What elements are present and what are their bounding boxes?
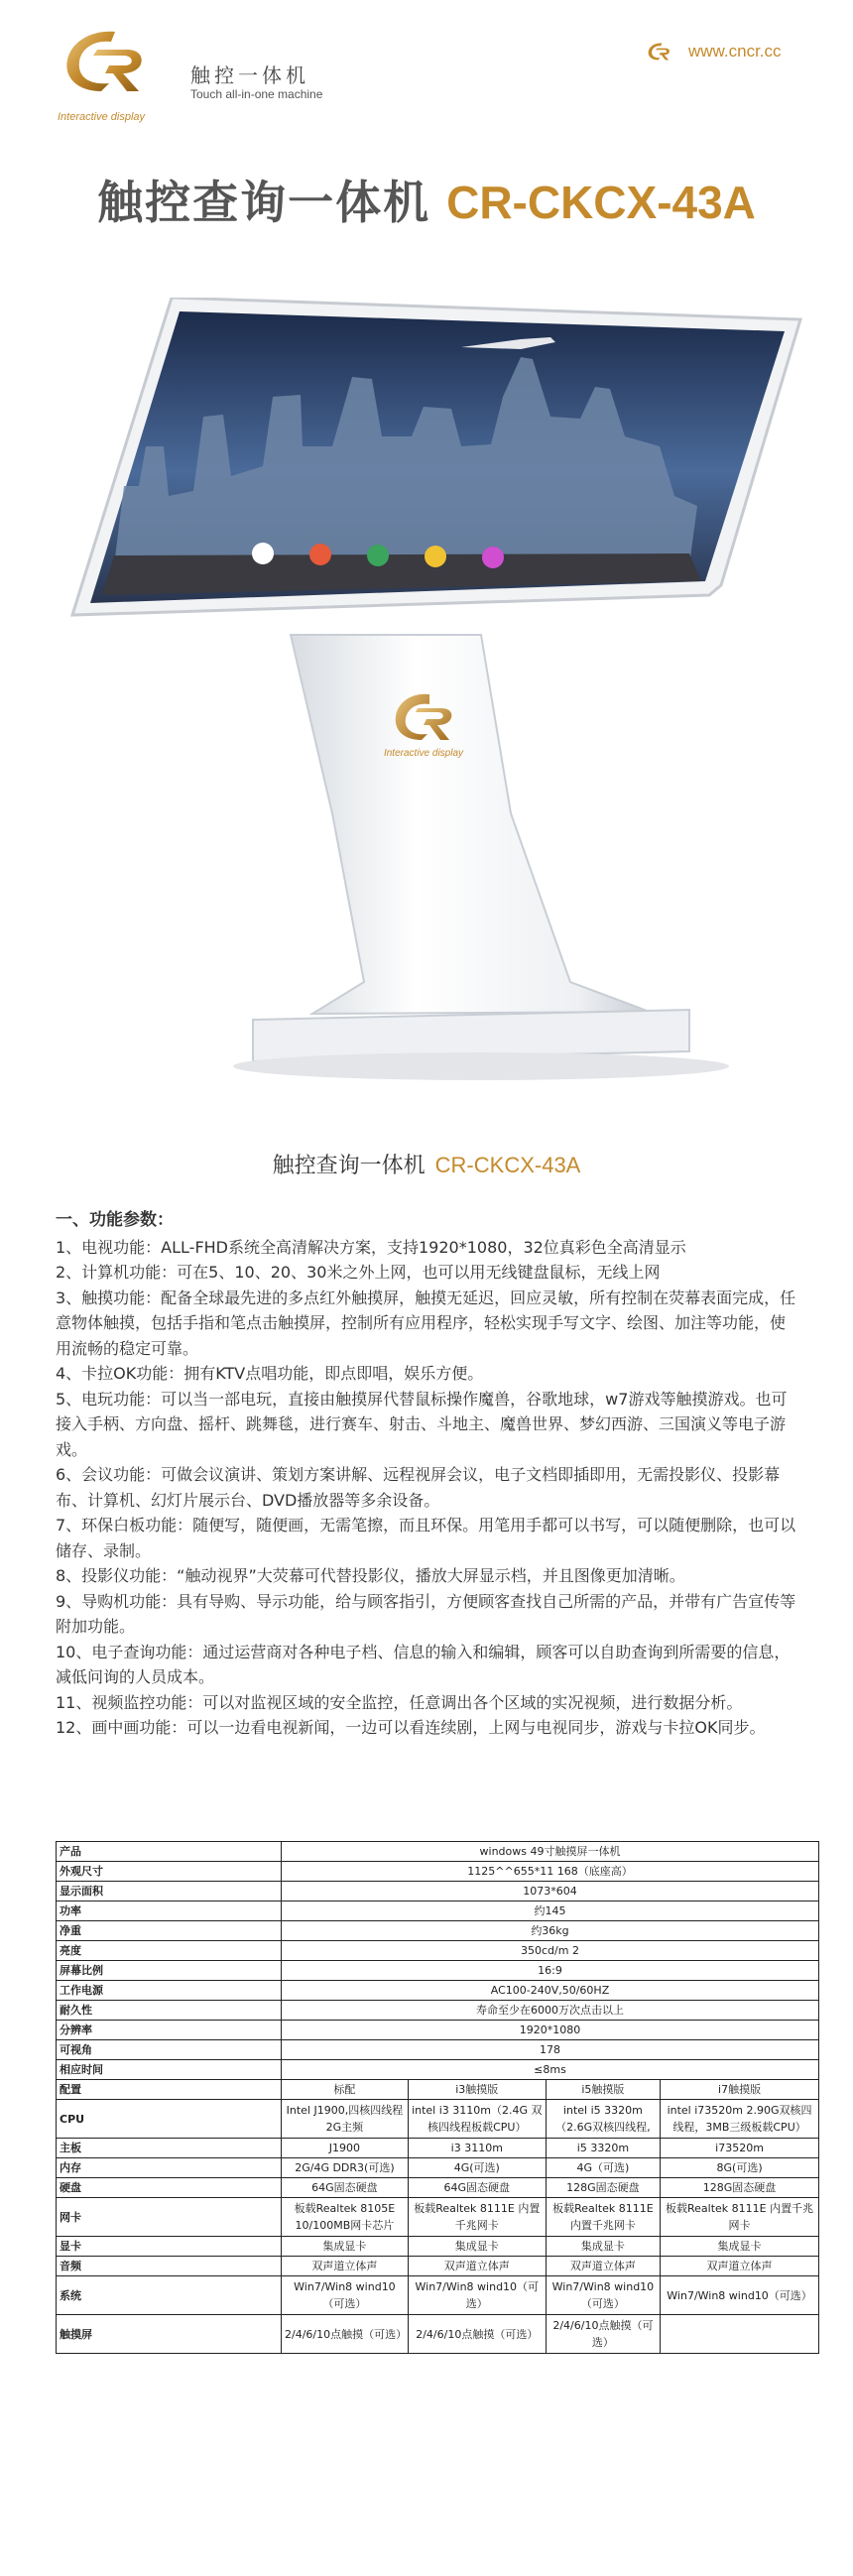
spec-cell: 128G固态硬盘: [661, 2178, 819, 2198]
feature-item: 2、计算机功能：可在5、10、20、30米之外上网，也可以用无线键盘鼠标，无线上网: [56, 1263, 661, 1282]
spec-cell: 2/4/6/10点触摸（可选）: [282, 2315, 409, 2354]
spec-key: 屏幕比例: [57, 1961, 282, 1981]
table-row: [57, 2021, 819, 2040]
spec-value: AC100-240V,50/60HZ: [282, 1981, 819, 2001]
table-row: [57, 1901, 819, 1921]
table-row: [57, 2315, 819, 2354]
spec-key: 显卡: [57, 2237, 282, 2257]
spec-value: 约145: [282, 1901, 819, 1921]
feature-item: 4、卡拉OK功能：拥有KTV点唱功能，即点即唱，娱乐方便。: [56, 1364, 484, 1383]
features-section: [56, 1208, 799, 1741]
caption-model: CR-CKCX-43A: [434, 1153, 581, 1177]
product-caption: [0, 1149, 853, 1179]
spec-key: 显示面积: [57, 1882, 282, 1901]
spec-cell: Win7/Win8 wind10（可选）: [282, 2276, 409, 2315]
spec-key: 净重: [57, 1921, 282, 1941]
table-row: [57, 2198, 819, 2237]
cr-logo-icon: [58, 26, 149, 97]
spec-value: 350cd/m 2: [282, 1941, 819, 1961]
kiosk-product-image: [55, 298, 808, 1111]
spec-value: ≤8ms: [282, 2060, 819, 2080]
feature-item: 9、导购机功能：具有导购、导示功能，给与顾客指引，方便顾客查找自己所需的产品，并带有广告宣传等附加功能。: [56, 1591, 796, 1636]
spec-cell: 双声道立体声: [546, 2257, 660, 2276]
table-row: [57, 2178, 819, 2198]
spec-value: 约36kg: [282, 1921, 819, 1941]
feature-item: 8、投影仪功能：“触动视界”大荧幕可代替投影仪，播放大屏显示档，并且图像更加清晰。: [56, 1566, 685, 1585]
brand-name: 触控一体机: [190, 63, 309, 87]
spec-key: CPU: [57, 2100, 282, 2139]
spec-value: windows 49寸触摸屏一体机: [282, 1842, 819, 1862]
feature-item: 6、会议功能：可做会议演讲、策划方案讲解、远程视屏会议，电子文档即插即用，无需投影仪、投影幕布、计算机、幻灯片展示台、DVD播放器等多余设备。: [56, 1465, 781, 1510]
table-row: [57, 1961, 819, 1981]
spec-table: [56, 1841, 819, 2354]
spec-key: 分辨率: [57, 2021, 282, 2040]
spec-cell: i73520m: [661, 2139, 819, 2158]
spec-cell: 64G固态硬盘: [408, 2178, 546, 2198]
spec-key: 耐久性: [57, 2001, 282, 2021]
spec-cell: 双声道立体声: [282, 2257, 409, 2276]
spec-key: 外观尺寸: [57, 1862, 282, 1882]
spec-value: 1920*1080: [282, 2021, 819, 2040]
website-link[interactable]: www.cncr.cc: [688, 42, 782, 61]
table-row: [57, 2158, 819, 2178]
table-row: [57, 1941, 819, 1961]
spec-cell: 64G固态硬盘: [282, 2178, 409, 2198]
spec-cell: Intel J1900,四核四线程 2G主频: [282, 2100, 409, 2139]
table-row: [57, 2100, 819, 2139]
page-header: [0, 0, 853, 149]
table-row: [57, 2001, 819, 2021]
small-logo-icon: [646, 40, 671, 63]
spec-cell: 集成显卡: [661, 2237, 819, 2257]
spec-key: 亮度: [57, 1941, 282, 1961]
spec-value: 1073*604: [282, 1882, 819, 1901]
feature-item: 11、视频监控功能：可以对监视区域的安全监控，任意调出各个区域的实况视频，进行数据分析。: [56, 1692, 743, 1712]
spec-key: 内存: [57, 2158, 282, 2178]
feature-item: 1、电视功能：ALL-FHD系统全高清解决方案，支持1920*1080，32位真彩色全高清显示: [56, 1237, 686, 1257]
feature-item: 7、环保白板功能：随便写，随便画，无需笔擦，而且环保。用笔用手都可以书写，可以随便删除，也可以储存、录制。: [56, 1516, 796, 1560]
title-cn: 触控查询一体机: [97, 176, 431, 229]
feature-item: 3、触摸功能：配备全球最先进的多点红外触摸屏，触摸无延迟，回应灵敏，所有控制在荧幕表面完成，任意物体触摸，包括手指和笔点击触摸屏，控制所有应用程序，轻松实现手写文字、绘图、加注等功能，使用流畅的稳定可靠。: [56, 1288, 796, 1358]
table-row: [57, 2139, 819, 2158]
spec-key: 网卡: [57, 2198, 282, 2237]
spec-cell: Win7/Win8 wind10（可选）: [661, 2276, 819, 2315]
spec-cell: Win7/Win8 wind10（可选）: [546, 2276, 660, 2315]
spec-cell: [661, 2315, 819, 2354]
table-header-row: [57, 2080, 819, 2100]
spec-cell: 2/4/6/10点触摸（可选）: [408, 2315, 546, 2354]
column-header: i5触摸版: [546, 2080, 660, 2100]
spec-cell: intel i73520m 2.90G双核四线程，3MB三级板载CPU）: [661, 2100, 819, 2139]
spec-cell: 8G(可选): [661, 2158, 819, 2178]
spec-key: 触摸屏: [57, 2315, 282, 2354]
spec-cell: 集成显卡: [282, 2237, 409, 2257]
table-row: [57, 1882, 819, 1901]
spec-cell: 4G(可选): [408, 2158, 546, 2178]
column-header: i7触摸版: [661, 2080, 819, 2100]
spec-key: 系统: [57, 2276, 282, 2315]
spec-cell: 集成显卡: [408, 2237, 546, 2257]
spec-key: 产品: [57, 1842, 282, 1862]
spec-value: 1125^^655*11 168（底座高）: [282, 1862, 819, 1882]
table-row: [57, 1981, 819, 2001]
spec-cell: Win7/Win8 wind10（可选）: [408, 2276, 546, 2315]
spec-cell: 128G固态硬盘: [546, 2178, 660, 2198]
feature-item: 5、电玩功能：可以当一部电玩，直接由触摸屏代替鼠标操作魔兽，谷歌地球，w7游戏等触摸游戏。也可接入手柄、方向盘、摇杆、跳舞毯，进行赛车、射击、斗地主、魔兽世界、梦幻西游、三国演义等电子游戏。: [56, 1389, 788, 1459]
spec-value: 16:9: [282, 1961, 819, 1981]
table-row: [57, 2276, 819, 2315]
column-header: 标配: [282, 2080, 409, 2100]
spec-cell: 双声道立体声: [408, 2257, 546, 2276]
page-title: [0, 167, 853, 232]
spec-key: 相应时间: [57, 2060, 282, 2080]
spec-cell: i5 3320m: [546, 2139, 660, 2158]
table-row: [57, 1862, 819, 1882]
caption-cn: 触控查询一体机: [272, 1154, 426, 1178]
spec-cell: 2G/4G DDR3(可选): [282, 2158, 409, 2178]
spec-cell: 双声道立体声: [661, 2257, 819, 2276]
stand-tagline: Interactive display: [383, 748, 464, 759]
spec-key: 功率: [57, 1901, 282, 1921]
table-row: [57, 2060, 819, 2080]
spec-cell: i3 3110m: [408, 2139, 546, 2158]
spec-key: 可视角: [57, 2040, 282, 2060]
spec-cell: 4G（可选): [546, 2158, 660, 2178]
spec-key: 配置: [57, 2080, 282, 2100]
features-heading: 一、功能参数：: [56, 1210, 174, 1230]
table-row: [57, 1842, 819, 1862]
feature-item: 10、电子查询功能：通过运营商对各种电子档、信息的输入和编辑，顾客可以自助查询到所需要的信息，减低问询的人员成本。: [56, 1642, 791, 1686]
spec-cell: 板载Realtek 8111E 内置千兆网卡: [546, 2198, 660, 2237]
spec-cell: 2/4/6/10点触摸（可选）: [546, 2315, 660, 2354]
spec-cell: intel i5 3320m（2.6G双核四线程,: [546, 2100, 660, 2139]
spec-cell: 板载Realtek 8111E 内置千兆网卡: [661, 2198, 819, 2237]
table-row: [57, 1921, 819, 1941]
table-row: [57, 2237, 819, 2257]
spec-cell: J1900: [282, 2139, 409, 2158]
spec-key: 音频: [57, 2257, 282, 2276]
feature-item: 12、画中画功能：可以一边看电视新闻，一边可以看连续剧，上网与电视同步，游戏与卡拉OK同步。: [56, 1718, 766, 1737]
spec-cell: intel i3 3110m（2.4G 双核四线程板载CPU）: [408, 2100, 546, 2139]
spec-cell: 集成显卡: [546, 2237, 660, 2257]
spec-key: 工作电源: [57, 1981, 282, 2001]
spec-cell: 板载Realtek 8111E 内置千兆网卡: [408, 2198, 546, 2237]
spec-key: 硬盘: [57, 2178, 282, 2198]
brand-subtitle: Touch all-in-one machine: [190, 87, 323, 101]
spec-value: 寿命至少在6000万次点击以上: [282, 2001, 819, 2021]
table-row: [57, 2257, 819, 2276]
spec-key: 主板: [57, 2139, 282, 2158]
logo-tagline: Interactive display: [58, 111, 146, 123]
spec-value: 178: [282, 2040, 819, 2060]
spec-cell: 板载Realtek 8105E 10/100MB网卡芯片: [282, 2198, 409, 2237]
table-row: [57, 2040, 819, 2060]
title-model: CR-CKCX-43A: [446, 177, 756, 228]
column-header: i3触摸版: [408, 2080, 546, 2100]
